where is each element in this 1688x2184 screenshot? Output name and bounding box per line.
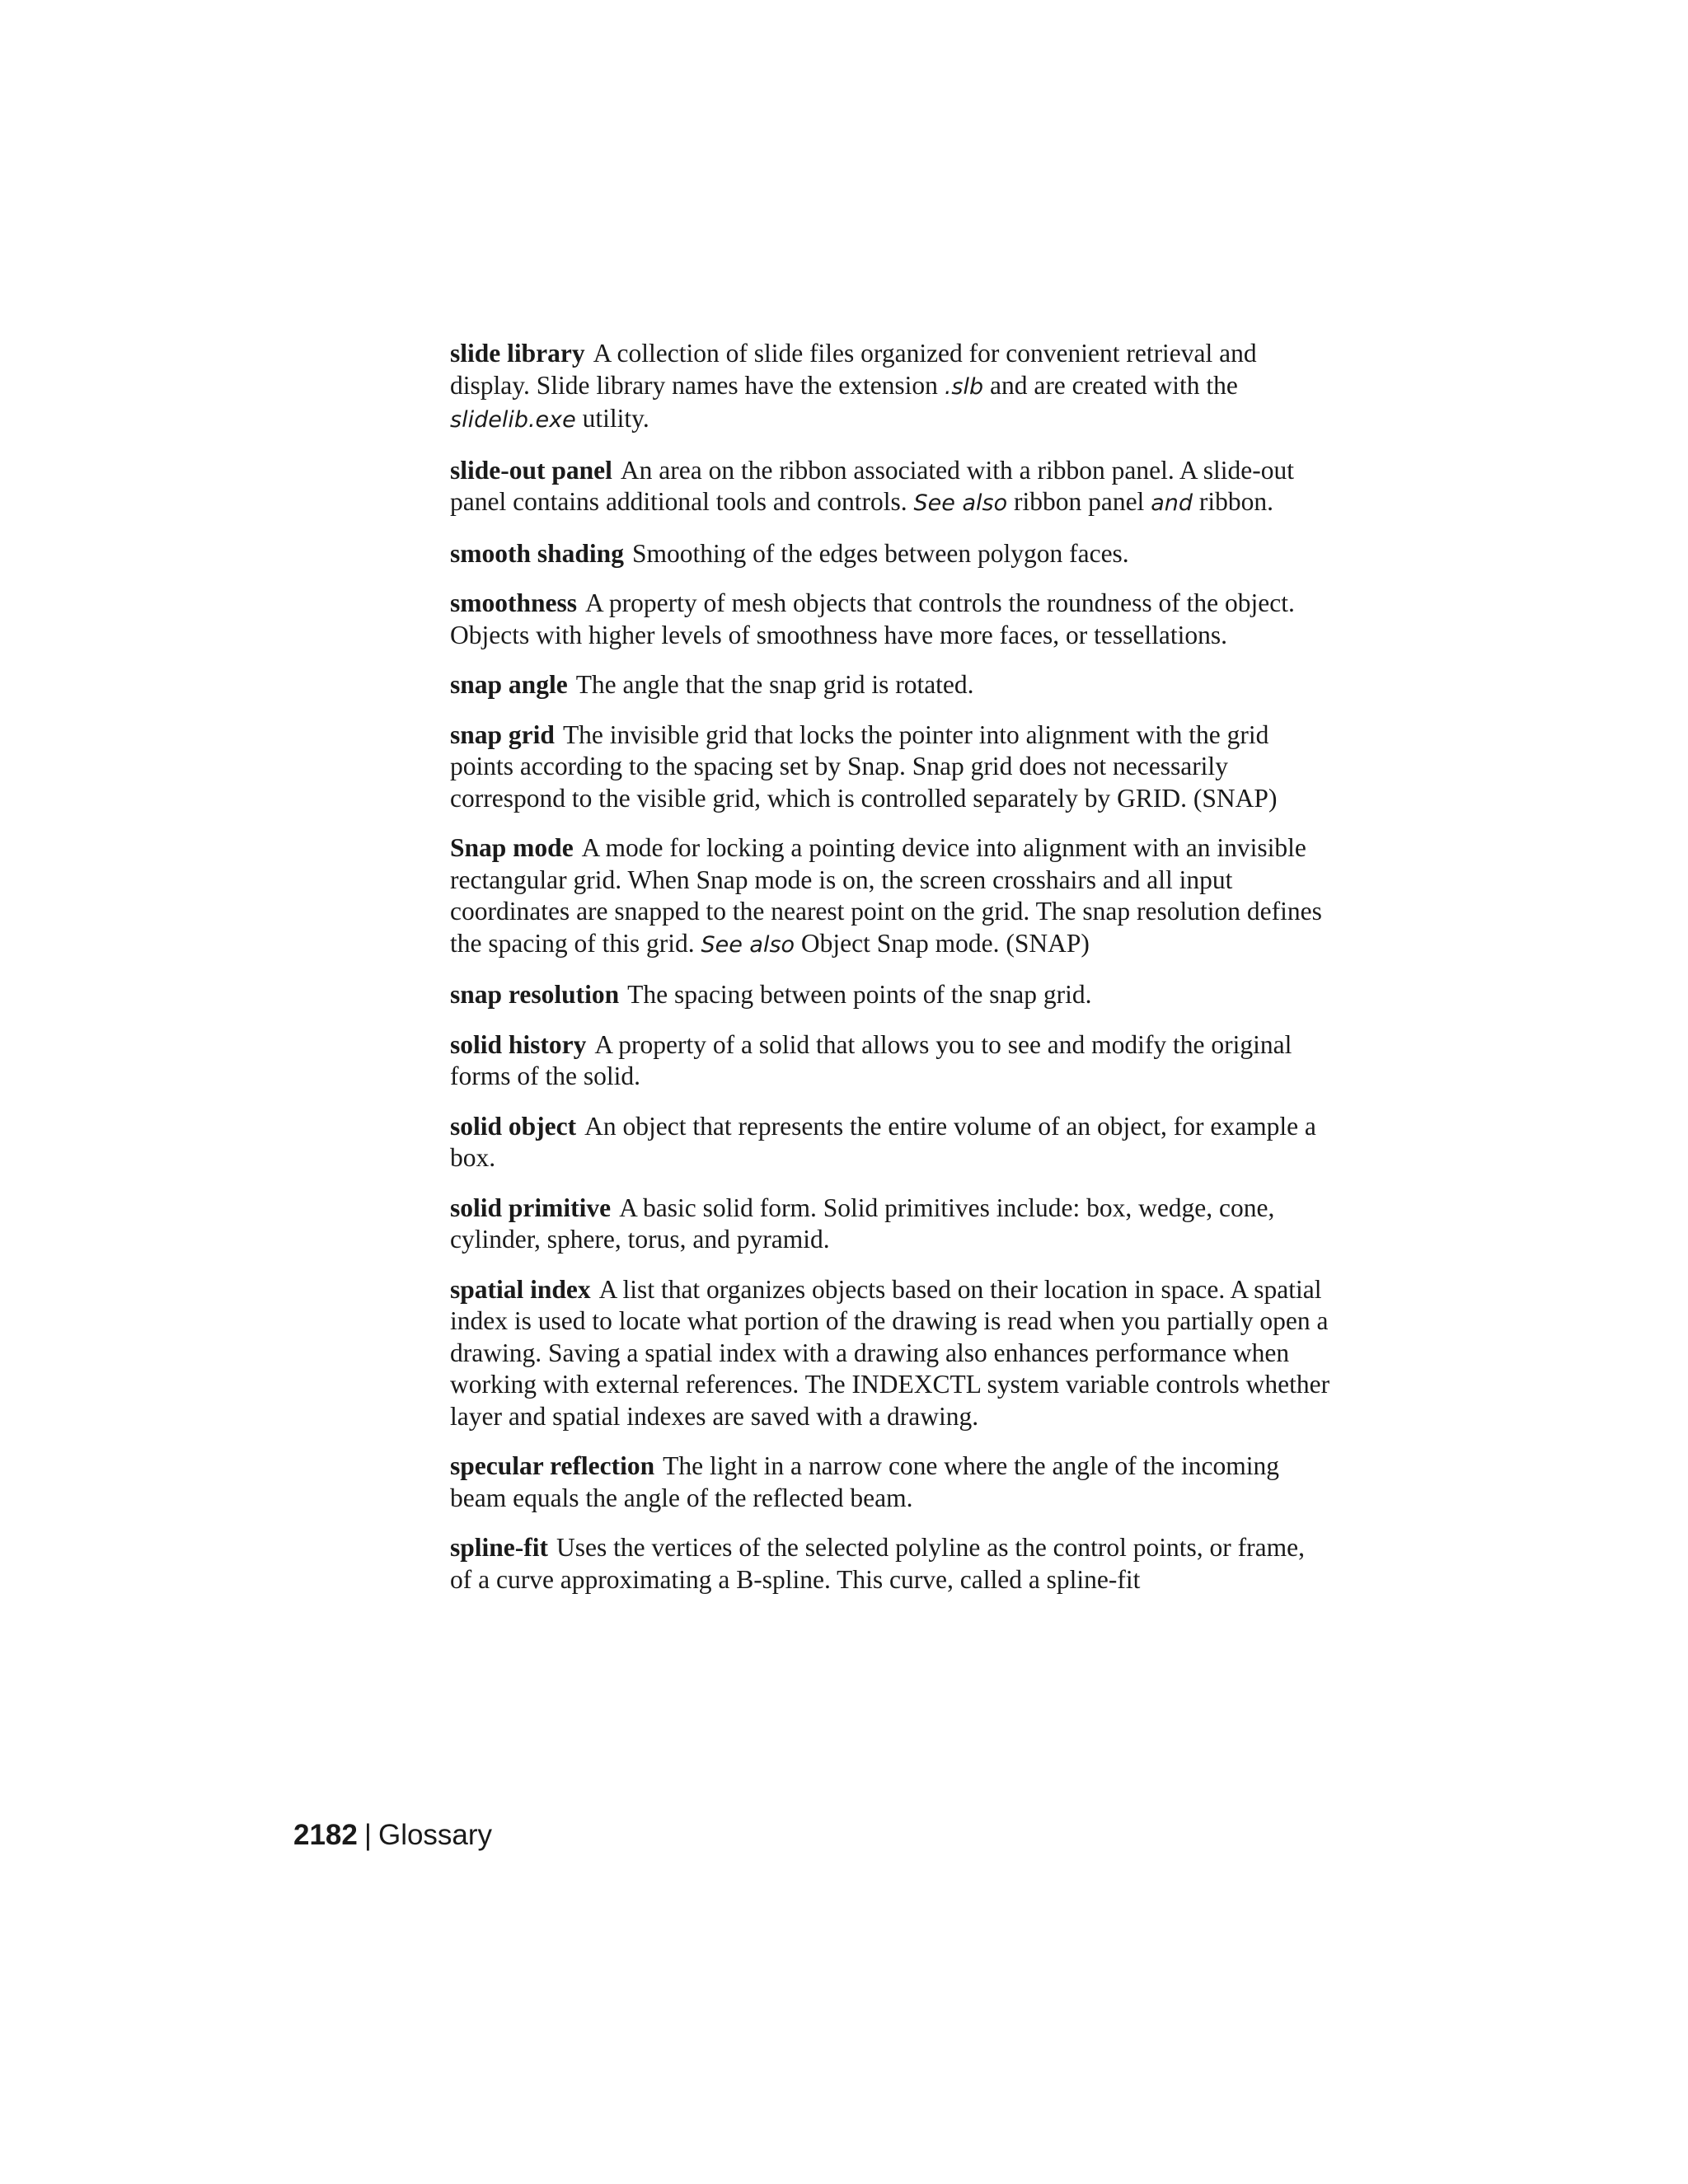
glossary-entry	[450, 538, 1332, 570]
definition-emphasis: .slb	[944, 373, 984, 400]
definition-text: Uses the vertices of the selected polyline as the control points, or frame, of a curve approximating a B-spline. This curve, called a spline-fit	[450, 1533, 1305, 1594]
glossary-entry	[450, 719, 1332, 815]
glossary-entry	[450, 1532, 1332, 1596]
definition-text: A list that organizes objects based on their location in space. A spatial index is used to locate what portion of the drawing is read when you partially open a drawing. Saving a spatial index with a drawing also enhances performance when working with external references. The INDEXCTL system variable controls whether layer and spatial indexes are saved with a drawing.	[450, 1274, 1330, 1431]
glossary-term: solid primitive	[450, 1193, 612, 1222]
glossary-term: smooth shading	[450, 538, 624, 568]
glossary-term: snap grid	[450, 719, 555, 749]
footer-separator: |	[363, 1819, 372, 1851]
definition-text: An area on the ribbon associated with a ribbon panel. A slide-out panel contains additional tools and controls.	[450, 455, 1294, 516]
definition-text: The invisible grid that locks the pointer into alignment with the grid points according to the spacing set by Snap. Snap grid does not necessarily correspond to the visible grid, which is controlled separately by GRID. (SNAP)	[450, 719, 1278, 813]
definition-emphasis: slidelib.exe	[450, 407, 576, 433]
glossary-entry	[450, 669, 1332, 701]
definition-text: Smoothing of the edges between polygon faces.	[631, 538, 1129, 568]
definition-text: Object Snap mode. (SNAP)	[795, 928, 1090, 958]
glossary-entry	[450, 338, 1332, 437]
definition-text: A property of mesh objects that controls the roundness of the object. Objects with higher levels of smoothness have more faces, or tessellations.	[450, 588, 1295, 649]
definition-text: utility.	[575, 404, 649, 433]
glossary-entry	[450, 588, 1332, 651]
definition-text: and are created with the	[983, 370, 1238, 400]
definition-text: The spacing between points of the snap grid.	[627, 980, 1092, 1009]
glossary-term: solid history	[450, 1029, 587, 1059]
glossary-term: spline-fit	[450, 1533, 549, 1562]
page-footer	[293, 1817, 492, 1854]
glossary-term: solid object	[450, 1111, 577, 1141]
section-title: Glossary	[377, 1819, 493, 1851]
glossary-entry	[450, 832, 1332, 961]
glossary-entries	[450, 338, 1332, 1614]
definition-text: A property of a solid that allows you to see and modify the original forms of the solid.	[450, 1029, 1292, 1090]
glossary-term: slide-out panel	[450, 455, 612, 485]
glossary-term: spatial index	[450, 1274, 591, 1304]
definition-text: A mode for locking a pointing device into alignment with an invisible rectangular grid. When Snap mode is on, the screen crosshairs and all input coordinates are snapped to the nearest point on the grid. The snap resolution defines the spacing of this grid.	[450, 833, 1322, 958]
glossary-entry	[450, 455, 1332, 520]
glossary-term: smoothness	[450, 588, 578, 617]
glossary-entry	[450, 979, 1332, 1011]
glossary-entry	[450, 1274, 1332, 1433]
definition-text: ribbon.	[1192, 487, 1273, 516]
page-number: 2182	[293, 1819, 358, 1851]
definition-text: An object that represents the entire volume of an object, for example a box.	[450, 1111, 1316, 1172]
glossary-entry	[450, 1451, 1332, 1514]
glossary-entry	[450, 1029, 1332, 1093]
definition-text: The light in a narrow cone where the angle of the incoming beam equals the angle of the reflected beam.	[450, 1451, 1280, 1512]
definition-emphasis: See also	[913, 490, 1008, 516]
definition-text: The angle that the snap grid is rotated.	[575, 670, 974, 699]
definition-text: ribbon panel	[1007, 487, 1151, 516]
definition-emphasis: and	[1151, 490, 1193, 516]
glossary-term: Snap mode	[450, 833, 574, 862]
glossary-entry	[450, 1193, 1332, 1256]
definition-text: A collection of slide files organized for convenient retrieval and display. Slide library names have the extension	[450, 339, 1257, 400]
glossary-term: snap resolution	[450, 980, 620, 1009]
definition-emphasis: See also	[701, 931, 795, 958]
glossary-term: slide library	[450, 339, 585, 368]
definition-text: A basic solid form. Solid primitives include: box, wedge, cone, cylinder, sphere, torus, and pyramid.	[450, 1193, 1275, 1254]
glossary-entry	[450, 1111, 1332, 1174]
glossary-term: snap angle	[450, 670, 568, 699]
glossary-term: specular reflection	[450, 1451, 655, 1480]
